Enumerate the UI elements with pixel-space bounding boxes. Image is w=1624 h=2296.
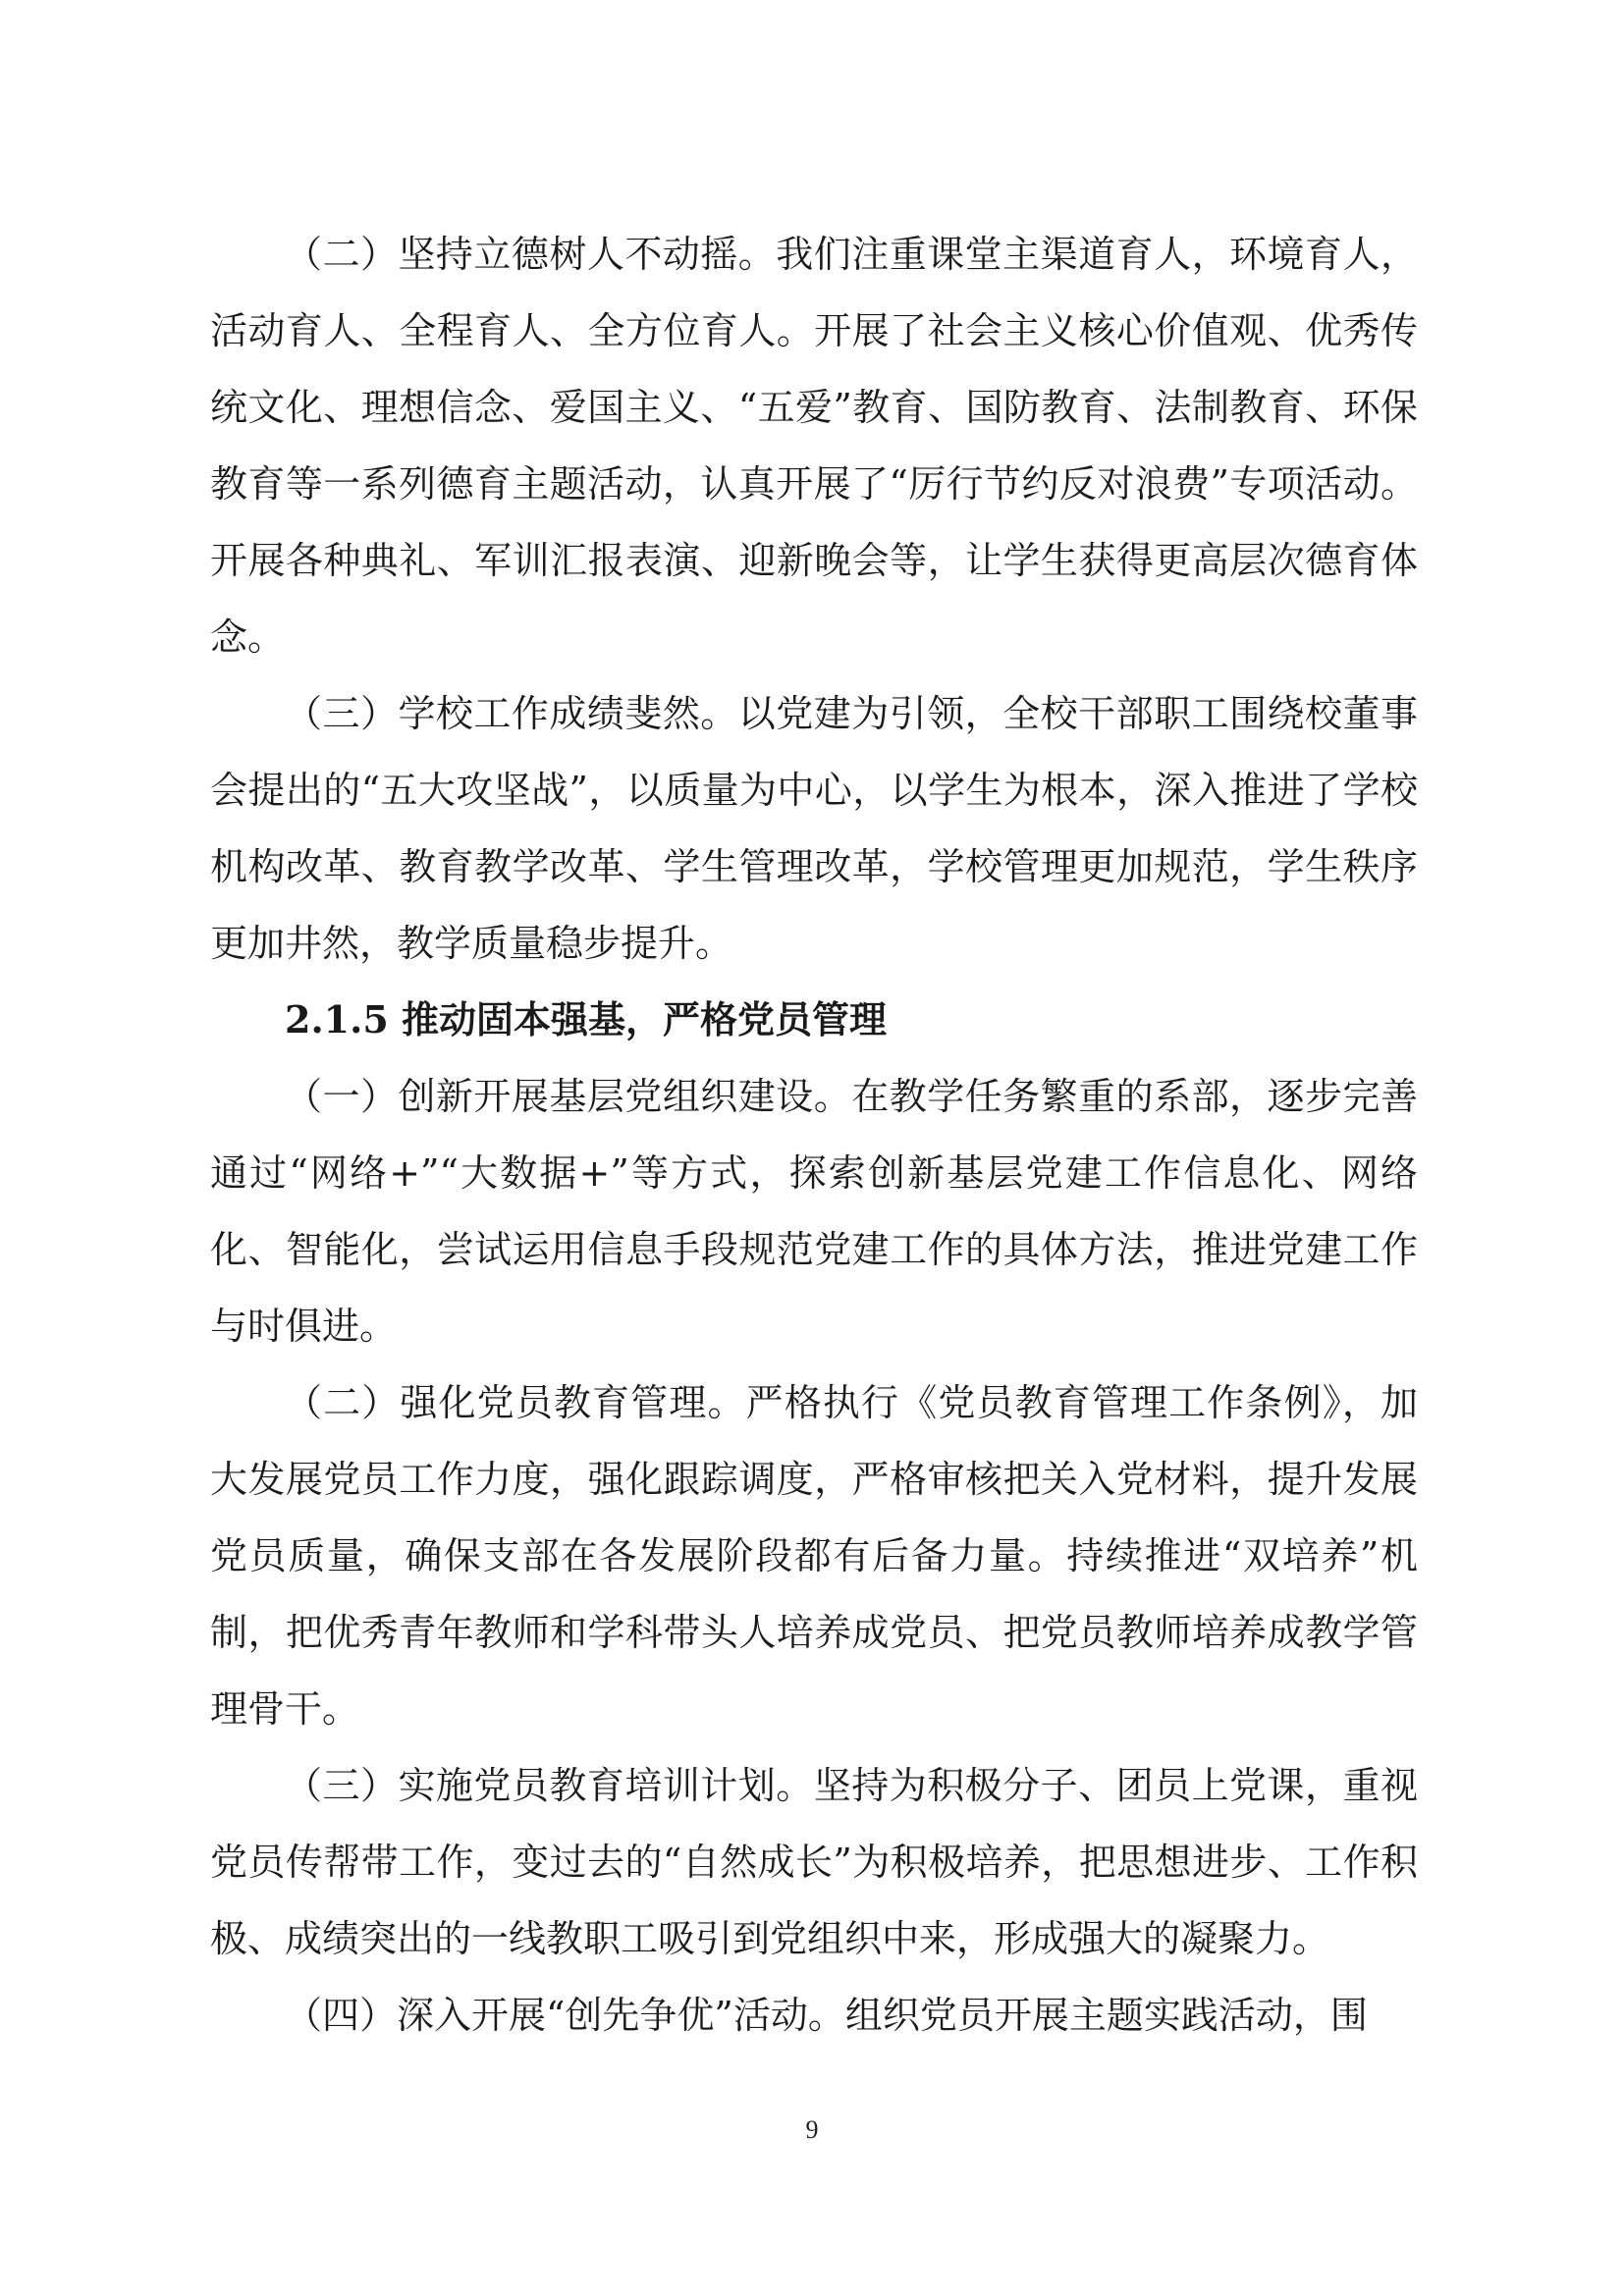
paragraph-member-education-management: （二）强化党员教育管理。严格执行《党员教育管理工作条例》，加大发展党员工作力度，强化跟踪调度，严格审核把关入党材料，提升发展党员质量，确保支部在各发展阶段都有后备力量。持续推进“双培养”机制，把优秀青年教师和学科带头人培养成党员、把党员教师培养成教学管理骨干。 xyxy=(210,1381,1418,1731)
paragraph-excellence-campaign: （四）深入开展“创先争优”活动。组织党员开展主题实践活动，围 xyxy=(285,1994,1368,2037)
paragraph-training-plan: （三）实施党员教育培训计划。坚持为积极分子、团员上党课，重视党员传帮带工作，变过去的“自然成长”为积极培养，把思想进步、工作积极、成绩突出的一线教职工吸引到党组织中来，形成强大的凝聚力。 xyxy=(210,1764,1418,1960)
page-number: 9 xyxy=(805,2115,819,2144)
paragraph-moral-education: （二）坚持立德树人不动摇。我们注重课堂主渠道育人，环境育人，活动育人、全程育人、全方位育人。开展了社会主义核心价值观、优秀传统文化、理想信念、爱国主义、“五爱”教育、国防教育、法制教育、环保教育等一系列德育主题活动，认真开展了“厉行节约反对浪费”专项活动。开展各种典礼、军训汇报表演、迎新晚会等，让学生获得更高层次德育体念。 xyxy=(210,233,1418,659)
section-heading: 2.1.5 推动固本强基，严格党员管理 xyxy=(285,997,888,1041)
paragraph-school-achievements: （三）学校工作成绩斐然。以党建为引领，全校干部职工围绕校董事会提出的“五大攻坚战”，以质量为中心，以学生为根本，深入推进了学校机构改革、教育教学改革、学生管理改革，学校管理更加规范，学生秩序更加井然，教学质量稳步提升。 xyxy=(210,692,1418,965)
paragraph-grassroots-party-building: （一）创新开展基层党组织建设。在教学任务繁重的系部，逐步完善通过“网络+”“大数据+”等方式，探索创新基层党建工作信息化、网络化、智能化，尝试运用信息手段规范党建工作的具体方法，推进党建工作与时俱进。 xyxy=(210,1075,1418,1348)
document-body xyxy=(210,216,1418,2054)
